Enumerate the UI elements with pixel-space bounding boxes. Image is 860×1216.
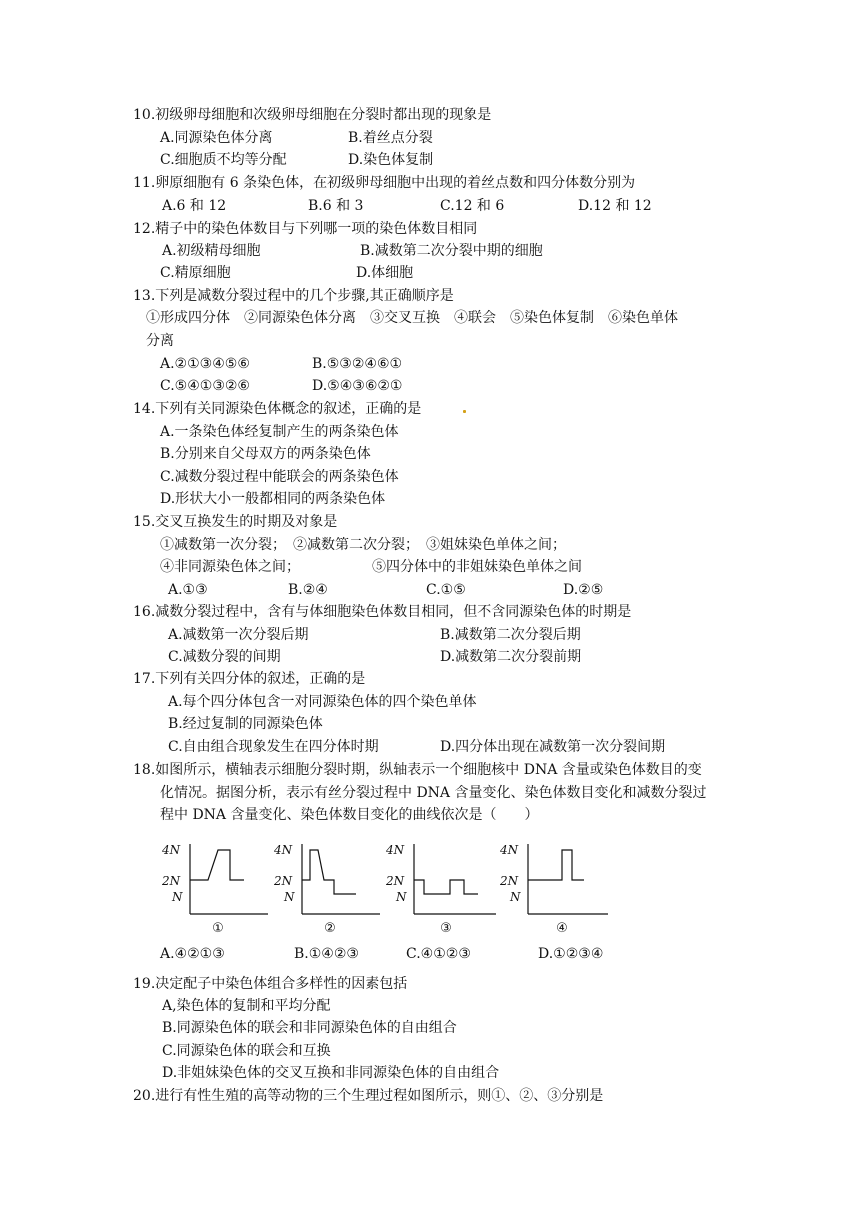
y-label-n: N: [172, 890, 183, 904]
option-a: A.6 和 12: [162, 198, 227, 214]
question-19: 19.决定配子中染色体组合多样性的因素包括: [133, 976, 408, 992]
option-a: A.初级精母细胞: [162, 243, 261, 259]
option-d: D.体细胞: [356, 265, 414, 281]
graph-id: ①: [212, 921, 224, 936]
option-c: C.12 和 6: [440, 198, 505, 214]
question-15-item-5: ⑤四分体中的非姐妹染色单体之间: [372, 559, 582, 575]
option-a: A,染色体的复制和平均分配: [162, 998, 331, 1014]
option-c: C.⑤④①③②⑥: [160, 378, 250, 394]
y-label-n: N: [396, 890, 407, 904]
option-a: A.同源染色体分离: [160, 130, 273, 146]
option-c: C.减数分裂过程中能联会的两条染色体: [160, 469, 399, 485]
question-13-steps: ①形成四分体 ②同源染色体分离 ③交叉互换 ④联会 ⑤染色体复制 ⑥染色单体: [146, 310, 678, 326]
y-label-n: N: [284, 890, 295, 904]
y-label-2n: 2N: [500, 874, 519, 888]
question-13-steps-cont: 分离: [146, 333, 174, 349]
question-13: 13.下列是减数分裂过程中的几个步骤,其正确顺序是: [133, 288, 454, 304]
question-20: 20.进行有性生殖的高等动物的三个生理过程如图所示，则①、②、③分别是: [133, 1088, 604, 1104]
option-b: B.减数第二次分裂后期: [440, 627, 581, 643]
question-12: 12.精子中的染色体数目与下列哪一项的染色体数目相同: [133, 221, 478, 237]
question-15-items: ①减数第一次分裂； ②减数第二次分裂； ③姐妹染色单体之间；: [160, 537, 566, 553]
dna-chromosome-graphs: [160, 838, 610, 938]
option-c: C.④①②③: [406, 946, 471, 962]
y-label-4n: 4N: [162, 843, 181, 857]
question-11: 11.卵原细胞有 6 条染色体，在初级卵母细胞中出现的着丝点数和四分体数分别为: [133, 175, 636, 191]
question-16: 16.减数分裂过程中，含有与体细胞染色体数目相同，但不含同源染色体的时期是: [133, 604, 632, 620]
question-10: 10.初级卵母细胞和次级卵母细胞在分裂时都出现的现象是: [133, 107, 492, 123]
option-b: B.①④②③: [294, 946, 359, 962]
graph-id: ③: [440, 921, 452, 936]
graph-id: ②: [324, 921, 336, 936]
option-d: D.四分体出现在减数第一次分裂间期: [440, 739, 666, 755]
option-a: A.一条染色体经复制产生的两条染色体: [160, 424, 399, 440]
option-d: D.减数第二次分裂前期: [440, 649, 582, 665]
y-label-4n: 4N: [274, 843, 293, 857]
option-b: B.②④: [288, 582, 328, 598]
option-b: B.⑤③②④⑥①: [312, 356, 403, 372]
option-d: D.①②③④: [538, 946, 604, 962]
option-c: C.精原细胞: [160, 265, 231, 281]
question-15: 15.交叉互换发生的时期及对象是: [133, 514, 338, 530]
option-c: C.细胞质不均等分配: [160, 152, 287, 168]
option-b: B.分别来自父母双方的两条染色体: [160, 446, 371, 462]
option-a: A.①③: [168, 582, 208, 598]
option-c: C.减数分裂的间期: [168, 649, 281, 665]
option-d: D.染色体复制: [348, 152, 434, 168]
graph-1: [160, 838, 270, 938]
option-d: D.12 和 12: [578, 198, 652, 214]
y-label-n: N: [510, 890, 521, 904]
option-d: D.②⑤: [563, 582, 604, 598]
option-b: B.减数第二次分裂中期的细胞: [360, 243, 543, 259]
question-18-cont-2: 程中 DNA 含量变化、染色体数目变化的曲线依次是（ ）: [160, 807, 539, 823]
option-a: A.②①③④⑤⑥: [160, 356, 250, 372]
option-b: B.着丝点分裂: [348, 130, 433, 146]
option-c: C.自由组合现象发生在四分体时期: [168, 739, 379, 755]
question-18: 18.如图所示，横轴表示细胞分裂时期，纵轴表示一个细胞核中 DNA 含量或染色体数目的变: [133, 762, 702, 778]
question-18-cont-1: 化情况。据图分析，表示有丝分裂过程中 DNA 含量变化、染色体数目变化和减数分裂过: [160, 785, 707, 801]
question-15-item-4: ④非同源染色体之间；: [160, 559, 300, 575]
graph-id: ④: [556, 921, 568, 936]
option-b: B.经过复制的同源染色体: [168, 716, 323, 732]
option-b: B.同源染色体的联会和非同源染色体的自由组合: [162, 1020, 457, 1036]
graph-4: [498, 838, 610, 938]
option-a: A.④②①③: [160, 946, 225, 962]
graph-2: [272, 838, 382, 938]
y-label-4n: 4N: [386, 843, 405, 857]
y-label-2n: 2N: [386, 874, 405, 888]
question-14: 14.下列有关同源染色体概念的叙述，正确的是: [133, 401, 422, 417]
option-a: A.减数第一次分裂后期: [168, 627, 309, 643]
option-d: D.形状大小一般都相同的两条染色体: [160, 491, 386, 507]
option-b: B.6 和 3: [308, 198, 364, 214]
option-c: C.①⑤: [426, 582, 466, 598]
option-a: A.每个四分体包含一对同源染色体的四个染色单体: [168, 694, 477, 710]
y-label-4n: 4N: [500, 843, 519, 857]
option-d: D.非姐妹染色体的交叉互换和非同源染色体的自由组合: [162, 1065, 500, 1081]
y-label-2n: 2N: [162, 874, 181, 888]
y-label-2n: 2N: [274, 874, 293, 888]
graph-3: [384, 838, 499, 938]
option-c: C.同源染色体的联会和互换: [162, 1043, 331, 1059]
question-17: 17.下列有关四分体的叙述，正确的是: [133, 671, 366, 687]
stray-mark: [463, 410, 466, 413]
option-d: D.⑤④③⑥②①: [312, 378, 403, 394]
